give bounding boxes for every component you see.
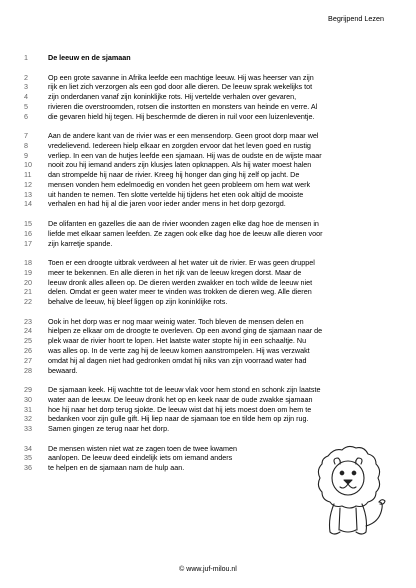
line-text: meer te bekennen. En alle dieren in het rijk van de leeuw kregen dorst. Maar de [48, 267, 302, 277]
text-line [24, 336, 392, 346]
line-number: 17 [24, 238, 32, 248]
line-text: leeuw dronk alles alleen op. De dieren werden zwakker en toch wilde de leeuw niet [48, 277, 313, 287]
story-title: De leeuw en de sjamaan [48, 53, 131, 62]
text-line [24, 424, 392, 434]
line-text: omdat hij al dagen niet had gedronken omdat hij niks van zijn voorraad water had [48, 355, 307, 365]
line-number: 30 [24, 394, 32, 404]
text-line [24, 414, 392, 424]
text-line [24, 277, 392, 288]
line-number: 3 [24, 82, 28, 92]
text-line [24, 219, 392, 229]
line-number: 24 [24, 326, 32, 336]
text-line [24, 92, 392, 102]
line-number: 8 [24, 140, 28, 150]
line-text: zijn onderdanen vanaf zijn koninklijke rots. Hij vertelde verhalen over gevaren, [48, 92, 297, 102]
text-line [24, 199, 392, 209]
text-line [24, 355, 392, 366]
line-text: mensen vonden hem edelmoedig en vonden het geen probleem om hem wat werk [48, 179, 311, 189]
line-number: 18 [24, 258, 32, 268]
line-text: te helpen en de sjamaan nam de hulp aan. [48, 463, 185, 473]
text-line [24, 111, 392, 122]
line-number: 10 [24, 160, 32, 170]
line-number: 4 [24, 92, 28, 102]
line-number: 25 [24, 336, 32, 346]
lion-illustration [298, 442, 394, 542]
line-text: vredelievend. Iedereen hielp elkaar en zorgden ervoor dat het leven goed en rustig [48, 140, 311, 150]
text-line [24, 140, 392, 151]
paragraph-gap [48, 209, 392, 219]
line-number: 22 [24, 297, 32, 307]
text-line [24, 267, 392, 278]
line-text: rivieren die overstroomden, rotsen die instortten en monsters van heinde en verre. Al [48, 101, 318, 111]
text-line [24, 404, 392, 415]
line-text: aanlopen. De leeuw deed eindelijk iets om iemand anders [48, 453, 233, 463]
line-text: zijn karretje spande. [48, 238, 113, 248]
text-line [24, 150, 392, 161]
story-text [24, 53, 392, 473]
text-line [24, 170, 392, 180]
line-number: 26 [24, 345, 32, 355]
line-number: 31 [24, 404, 32, 414]
line-number: 2 [24, 72, 28, 82]
line-number: 9 [24, 150, 28, 160]
text-line [24, 72, 392, 83]
line-text: uit handen te nemen. Ten slotte vertelde hij tijdens het eten ook altijd de mooiste [48, 189, 304, 199]
line-number: 20 [24, 277, 32, 287]
line-number: 28 [24, 365, 32, 375]
line-number: 13 [24, 189, 32, 199]
line-number: 33 [24, 424, 32, 434]
text-line [24, 297, 392, 307]
text-line [24, 345, 392, 356]
text-line [24, 316, 392, 327]
text-line [24, 160, 392, 170]
line-text: De olifanten en gazelles die aan de rivier woonden zagen elke dag hoe de mensen in [48, 219, 319, 229]
line-number: 7 [24, 131, 28, 141]
text-line [24, 238, 392, 249]
line-number: 29 [24, 385, 32, 395]
text-line [24, 179, 392, 190]
line-text: plek waar de rivier hoort te lopen. Het laatste water stopte hij in een schaaltje. Nu [48, 336, 307, 346]
line-text: hoe hij naar het dorp terug sjokte. De leeuw wist dat hij iets moest doen om hem te [48, 404, 312, 414]
line-number: 36 [24, 463, 32, 473]
line-text: liefde met elkaar samen leefden. Ze zagen ook elke dag hoe de leeuw alle dieren voor [48, 228, 323, 238]
text-line [24, 82, 392, 92]
line-text: Samen gingen ze terug naar het dorp. [48, 424, 170, 434]
line-text: Ook in het dorp was er nog maar weinig water. Toch bleven de mensen delen en [48, 316, 304, 326]
text-line [24, 228, 392, 239]
paragraph-gap [48, 375, 392, 385]
line-number: 19 [24, 267, 32, 277]
line-text: dan strompelde hij naar de rivier. Kreeg hij honger dan ging hij zelf op jacht. De [48, 170, 300, 180]
line-number: 1 [24, 53, 28, 62]
page-header: Begrijpend Lezen [328, 14, 384, 23]
line-text: bewaard. [48, 365, 78, 375]
line-number: 5 [24, 101, 28, 111]
line-number: 23 [24, 316, 32, 326]
line-text: behalve de leeuw, hij bleef liggen op zijn koninklijke rots. [48, 297, 228, 307]
text-line [24, 189, 392, 200]
line-number: 34 [24, 443, 32, 453]
text-line [24, 131, 392, 141]
line-text: delen. Omdat er geen water meer te vinden was trokken de dieren weg. Alle dieren [48, 287, 312, 297]
paragraph-gap [48, 121, 392, 131]
line-text: verliep. In een van de hutjes leefde een sjamaan. Hij was de oudste en de wijste maar [48, 150, 322, 160]
line-number: 6 [24, 111, 28, 121]
line-text: Toen er een droogte uitbrak verdween al het water uit de rivier. Er was geen druppel [48, 258, 315, 268]
line-text: rijk en liet zich verzorgen als een god door alle dieren. De leeuw sprak wekelijks tot [48, 82, 313, 92]
line-text: was alles op. In de verte zag hij de leeuw komen aanstrompelen. Hij was verzwakt [48, 345, 310, 355]
line-text: De sjamaan keek. Hij wachtte tot de leeuw vlak voor hem stond en schonk zijn laatste [48, 385, 321, 395]
line-number: 15 [24, 219, 32, 229]
text-line [24, 53, 392, 63]
line-text: verhalen en had hij al die jaren voor ieder ander mens in het dorp gezorgd. [48, 199, 286, 209]
line-text: nooit zou hij iemand anders zijn klusjes laten opknappen. Als hij water moest halen [48, 160, 312, 170]
line-text: water aan de leeuw. De leeuw dronk het op en keek naar de oude zwakke sjamaan [48, 394, 313, 404]
text-line [24, 394, 392, 405]
line-number: 35 [24, 453, 32, 463]
line-text: Op een grote savanne in Afrika leefde een machtige leeuw. Hij was heerser van zijn [48, 72, 314, 82]
text-line [24, 258, 392, 268]
paragraph-gap [48, 307, 392, 317]
line-text: De mensen wisten niet wat ze zagen toen de twee kwamen [48, 443, 237, 453]
line-number: 12 [24, 179, 32, 189]
text-line [24, 287, 392, 297]
text-line [24, 326, 392, 336]
line-text: die gevaren hield hij tegen. Hij beschermde de dieren in ruil voor een luizenleventje. [48, 111, 315, 121]
line-text: bedanken voor zijn gulle gift. Hij liep naar de sjamaan toe en tilde hem op zijn rug. [48, 414, 309, 424]
text-line [24, 385, 392, 395]
line-number: 16 [24, 228, 32, 238]
paragraph-gap [48, 248, 392, 258]
paragraph-gap [48, 63, 392, 73]
text-line [24, 101, 392, 112]
line-number: 32 [24, 414, 32, 424]
page-footer: © www.juf-milou.nl [179, 566, 237, 573]
line-number: 27 [24, 355, 32, 365]
line-number: 14 [24, 199, 32, 209]
line-number: 21 [24, 287, 32, 297]
line-text: Aan de andere kant van de rivier was er een mensendorp. Geen groot dorp maar wel [48, 131, 319, 141]
line-number: 11 [24, 170, 32, 180]
line-text: hielpen ze elkaar om de droogte te overleven. Op een avond ging de sjamaan naar de [48, 326, 323, 336]
text-line [24, 365, 392, 376]
